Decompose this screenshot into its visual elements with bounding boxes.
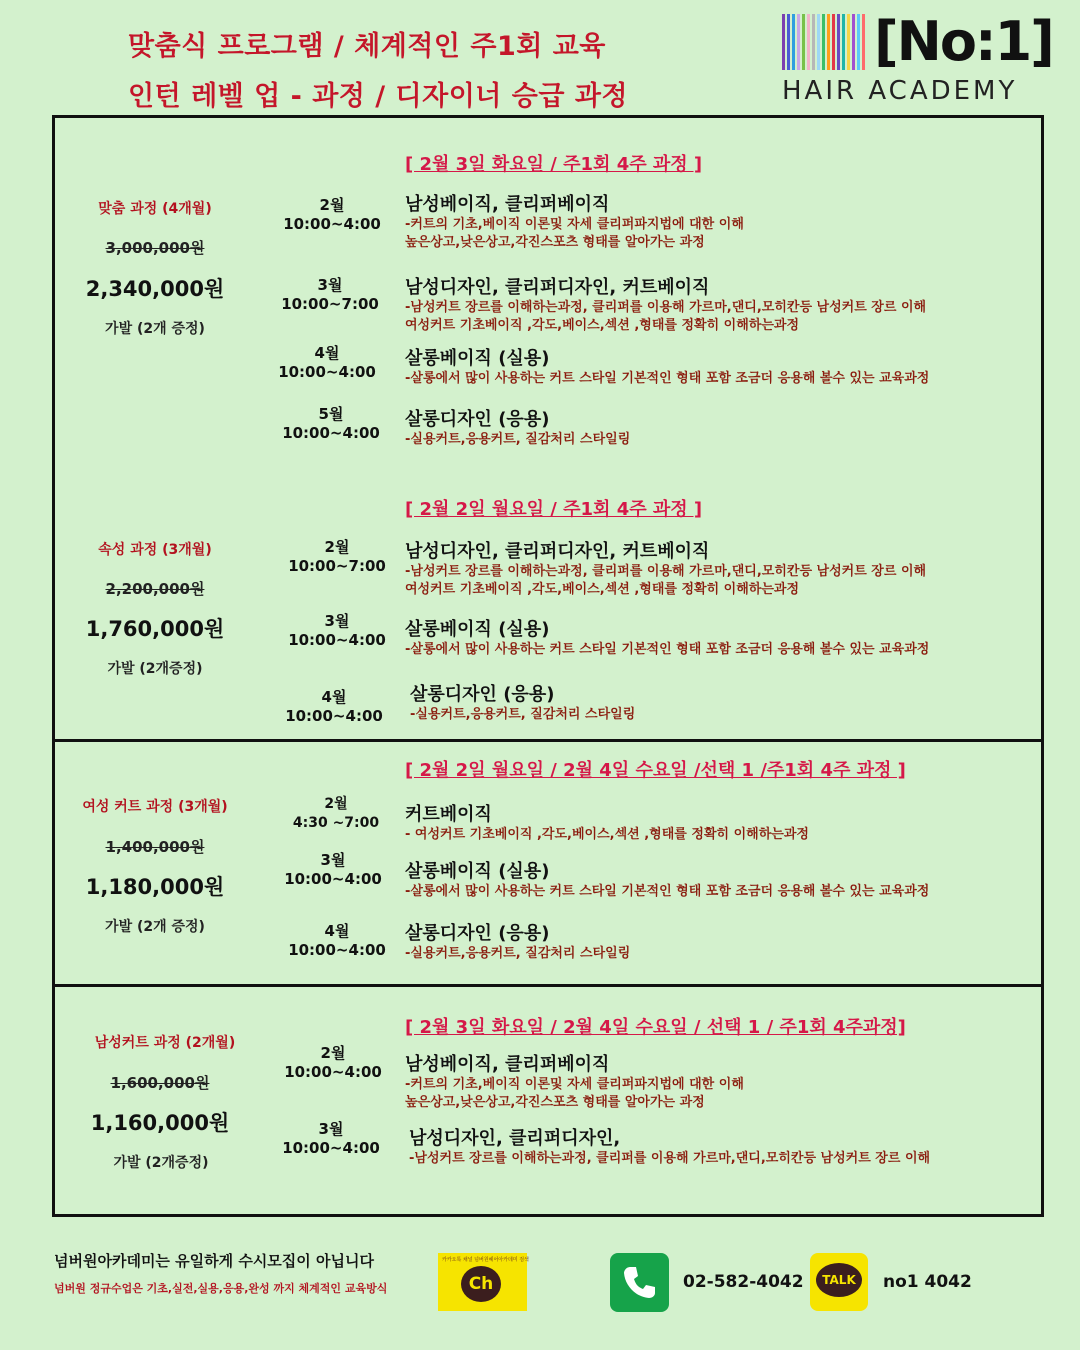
gift-note: 가발 (2개증정) (107, 661, 203, 677)
course-item-desc: -커트의 기초,베이직 이론및 자세 클리퍼파지법에 대한 이해 (405, 1077, 744, 1092)
schedule-time: 10:00~4:00 (288, 941, 386, 959)
footer-sub-notice: 넘버원 정규수업은 기초,실전,실용,응용,완성 까지 체계적인 교육방식 (54, 1282, 388, 1295)
schedule-slot (282, 922, 392, 960)
section-heading: [ 2월 3일 화요일 / 2월 4일 수요일 / 선택 1 / 주1회 4주과정] (405, 1017, 906, 1038)
schedule-slot (272, 344, 382, 382)
course-item (405, 919, 630, 963)
course-item-title: 커트베이직 (405, 804, 492, 825)
course-item-desc: -살롱에서 많이 사용하는 커트 스타일 기본적인 형태 포함 조금더 응용해 볼수 있는 교육과정 (405, 884, 930, 899)
logo-color-bar (827, 14, 830, 70)
course-item-desc: -실용커트,응용커트, 질감처리 스타일링 (410, 707, 636, 722)
course-item-title: 남성디자인, 클리퍼디자인, (409, 1128, 621, 1149)
schedule-month: 2월 (320, 1044, 346, 1062)
logo-color-bar (832, 14, 835, 70)
course-item-desc: - 여성커트 기초베이직 ,각도,베이스,섹션 ,형태를 정확히 이해하는과정 (405, 827, 809, 842)
schedule-slot (277, 196, 387, 234)
logo-color-bar (822, 14, 825, 70)
course-item-desc: 여성커트 기초베이직 ,각도,베이스,섹션 ,형태를 정확히 이해하는과정 (405, 582, 800, 597)
course-item (405, 405, 630, 449)
course-item-desc: -살롱에서 많이 사용하는 커트 스타일 기본적인 형태 포함 조금더 응용해 볼수 있는 교육과정 (405, 371, 930, 386)
course-item-desc: -남성커트 장르를 이해하는과정, 클리퍼를 이용해 가르마,댄디,모히칸등 남성커트 장르 이해 (405, 564, 927, 579)
course-section-1 (52, 115, 1044, 478)
kakao-talk-icon: TALK (816, 1263, 862, 1297)
schedule-slot (276, 405, 386, 443)
course-item-desc: 높은상고,낮은상고,각진스포츠 형태를 알아가는 과정 (405, 235, 705, 250)
program-name: 남성커트 과정 (2개월) (94, 1035, 236, 1051)
logo-color-bar (787, 14, 790, 70)
discount-price: 1,180,000원 (85, 875, 225, 899)
schedule-time: 10:00~4:00 (282, 424, 380, 442)
original-price: 1,400,000원 (105, 838, 205, 856)
schedule-slot (281, 795, 391, 833)
logo-color-bar (847, 14, 850, 70)
program-name: 속성 과정 (3개월) (98, 542, 212, 558)
logo-color-bar (812, 14, 815, 70)
course-section-2 (52, 475, 1044, 742)
program-name: 여성 커트 과정 (3개월) (82, 799, 228, 815)
logo-color-bar (842, 14, 845, 70)
course-item-title: 살롱디자인 (응용) (410, 684, 555, 705)
course-item-title: 남성디자인, 클리퍼디자인, 커트베이직 (405, 541, 710, 562)
schedule-month: 2월 (319, 196, 345, 214)
schedule-month: 4월 (314, 344, 340, 362)
schedule-slot (282, 538, 392, 576)
phone-number[interactable]: 02-582-4042 (683, 1272, 804, 1292)
schedule-month: 2월 (324, 796, 348, 812)
original-price: 3,000,000원 (105, 239, 205, 257)
schedule-time: 10:00~4:00 (284, 870, 382, 888)
schedule-time: 10:00~4:00 (278, 363, 376, 381)
kakao-talk-badge[interactable] (810, 1253, 868, 1311)
course-item-desc: 여성커트 기초베이직 ,각도,베이스,섹션 ,형태를 정확히 이해하는과정 (405, 318, 800, 333)
schedule-time: 10:00~4:00 (285, 707, 383, 725)
course-item-title: 살롱베이직 (실용) (405, 861, 550, 882)
logo-color-bar (852, 14, 855, 70)
academy-logo (782, 10, 1053, 109)
schedule-slot (278, 1044, 388, 1082)
logo-color-bar (857, 14, 860, 70)
header-title-line1: 맞춤식 프로그램 / 체계적인 주1회 교육 (128, 31, 606, 62)
kakao-channel-badge[interactable] (438, 1253, 527, 1311)
course-item-desc: -커트의 기초,베이직 이론및 자세 클리퍼파지법에 대한 이해 (405, 217, 744, 232)
schedule-time: 10:00~4:00 (282, 1139, 380, 1157)
course-item (405, 273, 926, 335)
schedule-month: 3월 (320, 851, 346, 869)
logo-color-bars (782, 14, 874, 70)
course-item-desc: -남성커트 장르를 이해하는과정, 클리퍼를 이용해 가르마,댄디,모히칸등 남성커트 장르 이해 (409, 1151, 931, 1166)
course-item-title: 살롱베이직 (실용) (405, 619, 550, 640)
original-price: 1,600,000원 (110, 1074, 210, 1092)
course-item-title: 남성디자인, 클리퍼디자인, 커트베이직 (405, 277, 710, 298)
logo-color-bar (802, 14, 805, 70)
course-item-title: 남성베이직, 클리퍼베이직 (405, 194, 610, 215)
schedule-month: 3월 (318, 1120, 344, 1138)
course-section-4 (52, 987, 1044, 1217)
gift-note: 가발 (2개 증정) (105, 919, 205, 935)
course-item-title: 살롱디자인 (응용) (405, 409, 550, 430)
section-heading: [ 2월 3일 화요일 / 주1회 4주 과정 ] (405, 154, 703, 175)
kakao-talk-id[interactable]: no1 4042 (883, 1272, 972, 1292)
course-item-desc: -실용커트,응용커트, 질감처리 스타일링 (405, 946, 631, 961)
section-heading: [ 2월 2일 월요일 / 2월 4일 수요일 /선택 1 /주1회 4주 과정 ] (405, 760, 906, 781)
course-item-title: 남성베이직, 클리퍼베이직 (405, 1054, 610, 1075)
course-item (410, 680, 635, 724)
logo-color-bar (797, 14, 800, 70)
schedule-month: 4월 (321, 688, 347, 706)
schedule-slot (275, 276, 385, 314)
discount-price: 1,760,000원 (85, 617, 225, 641)
footer-notice: 넘버원아카데미는 유일하게 수시모집이 아닙니다 (54, 1252, 374, 1270)
schedule-slot (276, 1120, 386, 1158)
course-item (405, 537, 926, 599)
course-item-title: 살롱베이직 (실용) (405, 348, 550, 369)
course-item-desc: -실용커트,응용커트, 질감처리 스타일링 (405, 432, 631, 447)
schedule-month: 3월 (317, 276, 343, 294)
channel-top-text: 카카오톡 채널 넘버원헤어아카데미 검색 (442, 1257, 529, 1263)
course-item (405, 344, 929, 388)
course-item (405, 615, 929, 659)
gift-note: 가발 (2개증정) (113, 1155, 209, 1171)
logo-color-bar (792, 14, 795, 70)
discount-price: 2,340,000원 (85, 277, 225, 301)
course-section-3 (52, 742, 1044, 987)
schedule-time: 4:30 ~7:00 (292, 815, 380, 831)
program-name: 맞춤 과정 (4개월) (98, 201, 212, 217)
phone-icon[interactable] (610, 1253, 669, 1312)
schedule-slot (278, 851, 388, 889)
schedule-time: 10:00~7:00 (281, 295, 379, 313)
schedule-month: 3월 (324, 612, 350, 630)
logo-color-bar (807, 14, 810, 70)
schedule-slot (279, 688, 389, 726)
schedule-month: 5월 (318, 405, 344, 423)
course-item-desc: 높은상고,낮은상고,각진스포츠 형태를 알아가는 과정 (405, 1095, 705, 1110)
schedule-time: 10:00~4:00 (283, 215, 381, 233)
course-item (405, 857, 929, 901)
schedule-time: 10:00~7:00 (288, 557, 386, 575)
logo-color-bar (817, 14, 820, 70)
course-item (405, 190, 744, 252)
course-item (405, 800, 809, 844)
logo-subtitle: HAIR ACADEMY (782, 76, 1018, 106)
course-item (409, 1124, 930, 1168)
course-item (405, 1050, 744, 1112)
section-heading: [ 2월 2일 월요일 / 주1회 4주 과정 ] (405, 499, 703, 520)
logo-color-bar (862, 14, 865, 70)
course-item-desc: -살롱에서 많이 사용하는 커트 스타일 기본적인 형태 포함 조금더 응용해 볼수 있는 교육과정 (405, 642, 930, 657)
schedule-time: 10:00~4:00 (288, 631, 386, 649)
schedule-month: 2월 (324, 538, 350, 556)
phone-handset-icon (610, 1253, 669, 1312)
course-item-title: 살롱디자인 (응용) (405, 923, 550, 944)
schedule-slot (282, 612, 392, 650)
course-item-desc: -남성커트 장르를 이해하는과정, 클리퍼를 이용해 가르마,댄디,모히칸등 남성커트 장르 이해 (405, 300, 927, 315)
kakao-channel-icon: Ch (461, 1266, 501, 1302)
header-title-line2: 인턴 레벨 업 - 과정 / 디자이너 승급 과정 (128, 81, 628, 112)
schedule-time: 10:00~4:00 (284, 1063, 382, 1081)
logo-color-bar (837, 14, 840, 70)
schedule-month: 4월 (324, 922, 350, 940)
gift-note: 가발 (2개 증정) (105, 321, 205, 337)
logo-mark: [No:1] (874, 10, 1053, 73)
original-price: 2,200,000원 (105, 580, 205, 598)
discount-price: 1,160,000원 (90, 1111, 230, 1135)
logo-color-bar (782, 14, 785, 70)
